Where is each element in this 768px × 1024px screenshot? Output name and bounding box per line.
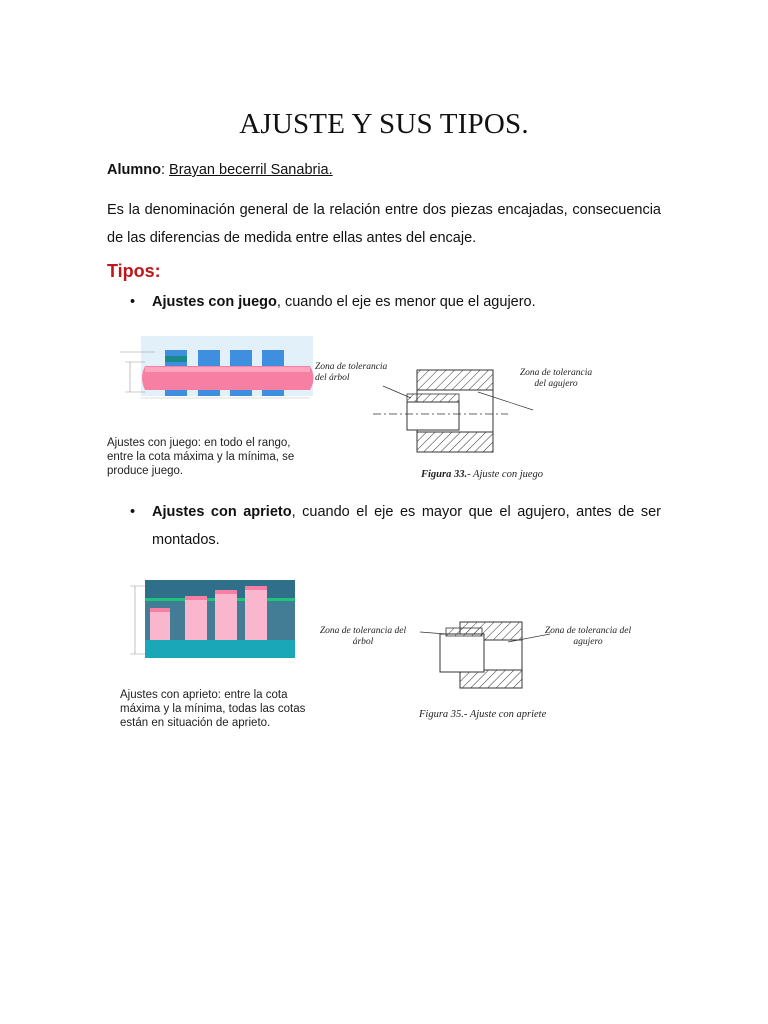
interference-fit-figure-caption bbox=[419, 709, 546, 720]
bullet-item-clearance-fit bbox=[130, 288, 661, 316]
figure-title: - Ajuste con apriete bbox=[463, 709, 547, 720]
hole-tolerance-zone-label: Zona de tolerancia del agujero bbox=[544, 626, 632, 647]
bullet-icon: • bbox=[130, 294, 136, 310]
figure-clearance-fit bbox=[105, 334, 605, 484]
figure-number: Figura 33. bbox=[421, 469, 468, 480]
types-heading: Tipos: bbox=[107, 261, 161, 281]
clearance-fit-left-caption: Ajustes con juego: en todo el rango, entre la cota máxima y la mínima, se produce juego. bbox=[107, 437, 295, 477]
figure-interference-fit bbox=[105, 564, 665, 736]
interference-fit-left-caption: Ajustes con aprieto: entre la cota máxima y la mínima, todas las cotas están en situación de aprieto. bbox=[120, 689, 306, 729]
clearance-fit-figure-caption bbox=[421, 469, 543, 480]
clearance-fit-tolerance-diagram bbox=[105, 334, 315, 409]
bullet-item-interference-fit bbox=[130, 498, 661, 554]
shaft-tolerance-zone-label: Zona de tolerancia del árbol bbox=[315, 362, 388, 383]
bullet-icon: • bbox=[130, 504, 136, 520]
student-label: Alumno bbox=[107, 162, 161, 178]
shaft-tolerance-zone-label: Zona de tolerancia del árbol bbox=[319, 626, 407, 647]
student-name: Brayan becerril Sanabria. bbox=[169, 162, 333, 178]
interference-fit-drawing bbox=[420, 594, 620, 724]
document-title: AJUSTE Y SUS TIPOS. bbox=[239, 108, 529, 140]
interference-fit-tolerance-diagram bbox=[105, 564, 305, 674]
hole-tolerance-zone-label: Zona de tolerancia del agujero bbox=[519, 368, 593, 389]
student-line: Alumno: Brayan becerril Sanabria. bbox=[107, 162, 333, 178]
type-description: , cuando el eje es menor que el agujero. bbox=[276, 294, 536, 310]
diagram-label bbox=[135, 336, 136, 341]
type-description: , cuando el eje es mayor que el agujero, antes de ser montados. bbox=[152, 504, 661, 548]
type-name: Ajustes con aprieto bbox=[152, 504, 292, 520]
type-name: Ajustes con juego bbox=[152, 294, 277, 310]
figure-title: - Ajuste con juego bbox=[467, 469, 544, 480]
intro-paragraph: Es la denominación general de la relación entre dos piezas encajadas, consecuencia de las diferencias de medida entre ellas antes del encaje. bbox=[107, 202, 661, 246]
figure-number: Figura 35. bbox=[419, 709, 464, 720]
